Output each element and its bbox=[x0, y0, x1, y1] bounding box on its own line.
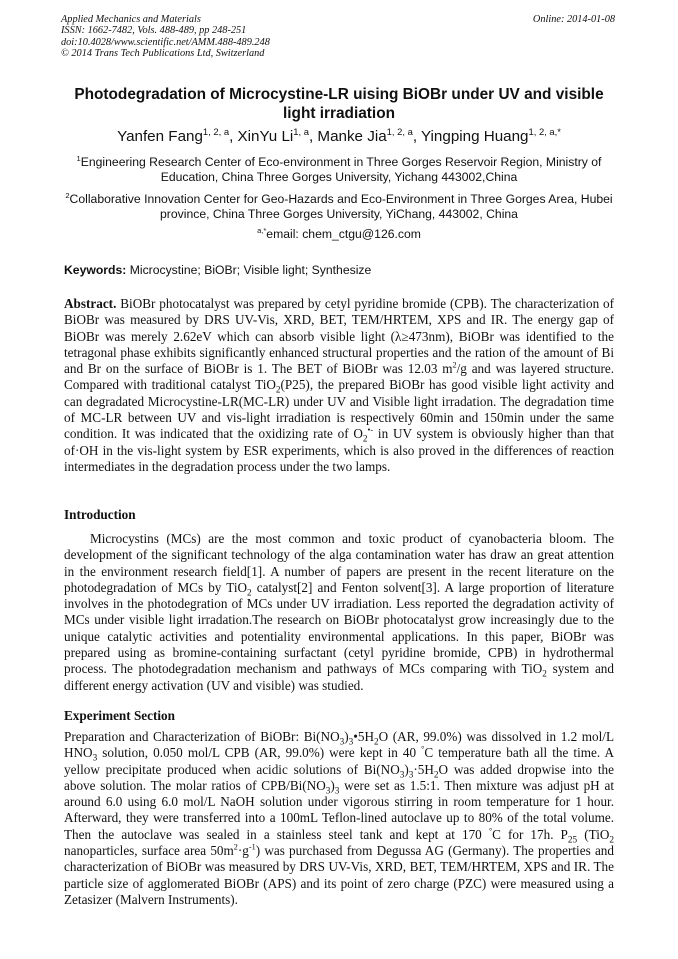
author-affiliation-mark: 1, a bbox=[293, 125, 309, 137]
subscript: 3 bbox=[92, 752, 98, 763]
affiliation-2 bbox=[60, 192, 618, 222]
email-text: email: chem_ctgu@126.com bbox=[266, 227, 421, 241]
superscript: •- bbox=[367, 425, 374, 435]
affiliation-1 bbox=[60, 155, 618, 185]
subscript: 3 bbox=[339, 736, 345, 747]
author-name: XinYu Li bbox=[237, 128, 294, 145]
title-line-2: light irradiation bbox=[282, 104, 395, 122]
subscript: 3 bbox=[325, 785, 331, 796]
author-name: Yingping Huang bbox=[420, 128, 529, 145]
affiliation-mark: 2 bbox=[65, 190, 70, 200]
subscript: 2 bbox=[362, 434, 368, 445]
doi-line: doi:10.4028/www.scientific.net/AMM.488-489.248 bbox=[61, 36, 270, 48]
paragraph-text: C for 17h. P bbox=[492, 826, 568, 842]
subscript: 3 bbox=[348, 736, 354, 747]
paragraph-text: ) bbox=[330, 777, 335, 793]
section-heading-experiment: Experiment Section bbox=[64, 708, 175, 723]
paragraph-text: ) bbox=[404, 761, 409, 777]
email-mark: a,* bbox=[257, 225, 267, 235]
issn-line: ISSN: 1662-7482, Vols. 488-489, pp 248-251 bbox=[61, 25, 247, 37]
superscript: 2 bbox=[233, 842, 238, 852]
affiliation-mark: 1 bbox=[76, 153, 81, 163]
paragraph-text: solution, 0.050 mol/L CPB (AR, 99.0%) were kept in 40 bbox=[97, 745, 422, 761]
author-affiliation-mark: 1, 2, a bbox=[202, 125, 230, 137]
subscript: 2 bbox=[433, 769, 439, 780]
abstract bbox=[64, 296, 614, 475]
author-name: Manke Jia bbox=[317, 128, 387, 145]
abstract-text: BiOBr photocatalyst was prepared by cetyl pyridine bromide (CPB). The characterization of BiOBr was measured by DRS UV-Vis, XRD, BET, TEM/HRTEM, XPS and IR. The energy gap of BiOBr was merely 2.62eV which can absorb visible light (λ≥473nm), BiOBr was identified to the tetragonal phase exhibits significantly enhanced structural properties and the ration of the amount of Bi and Br on the surface of BiOBr is 1. The BET of BiOBr was 12.03 m bbox=[64, 296, 615, 377]
paragraph-text: were set as 1.5:1. Then mixture was adjust pH at around 6.0 using 6.0 mol/L NaOH solution under vigorous stirring in room temperature for 1 hour. Afterward, they were transferred into a 100mL Teflon-lined autoclave up to 80% of the total volume. Then the autoclave was sealed in a stainless steel tank and kept at 170 bbox=[64, 777, 614, 842]
paragraph-text: ·g bbox=[237, 843, 249, 859]
affiliation-text: Engineering Research Center of Eco-environment in Three Gorges Reservoir Region, Ministry of Education, China Three Gorges University, Yichang 443002,China bbox=[80, 155, 602, 184]
subscript: 2 bbox=[609, 834, 615, 845]
paragraph-text: ) was purchased from Degussa AG (Germany). The properties and characterization of BiOBr was measured by DRS UV-Vis, XRD, BET, TEM/HRTEM, XPS and IR. The particle size of agglomerated BiOBr (APS) and its point of zero charge (PZC) were measured using a Zetasizer (Malvern Instruments). bbox=[64, 843, 614, 907]
abstract-label: Abstract. bbox=[64, 296, 117, 311]
affiliation-text: Collaborative Innovation Center for Geo-Hazards and Eco-Environment in Three Gorges Area, Hubei province, China Three Gorges University, YiChang, 443002, China bbox=[69, 192, 613, 221]
paragraph-text: Microcystins (MCs) are the most common and toxic product of cyanobacteria bloom. The development of the significant technology of the alga contamination water has draw an great attention in the environment research field[1]. A number of papers are present in the recent literature on the photodegradation of MCs by TiO bbox=[64, 531, 614, 595]
contact-email bbox=[60, 227, 618, 241]
keywords-text: Microcystine; BiOBr; Visible light; Synthesize bbox=[129, 263, 372, 277]
keywords bbox=[64, 263, 371, 277]
journal-header bbox=[61, 14, 270, 60]
journal-name: Applied Mechanics and Materials bbox=[61, 14, 201, 25]
paragraph-text: nanoparticles, surface area 50m bbox=[64, 843, 234, 859]
keywords-label: Keywords: bbox=[64, 263, 127, 277]
copyright-line: © 2014 Trans Tech Publications Ltd, Switzerland bbox=[61, 48, 265, 60]
section-heading-introduction: Introduction bbox=[64, 507, 136, 522]
author-name: Yanfen Fang bbox=[117, 128, 203, 145]
paragraph-text: system and different energy activation (UV and visible) was studied. bbox=[64, 661, 614, 693]
paragraph-text: O was added dropwise into the above solution. The molar ratios of CPB/Bi(NO bbox=[64, 761, 614, 793]
online-date: Online: 2014-01-08 bbox=[532, 14, 615, 25]
paper-title bbox=[50, 86, 628, 123]
author-affiliation-mark: 1, 2, a bbox=[386, 125, 413, 137]
subscript: 2 bbox=[542, 669, 547, 680]
paragraph-text: O (AR, 99.0%) was dissolved in 1.2 mol/L HNO bbox=[64, 729, 615, 761]
superscript: -1 bbox=[248, 842, 256, 852]
paragraph-text: ·5H bbox=[413, 761, 434, 777]
subscript: 25 bbox=[567, 834, 578, 845]
paragraph-text: •5H bbox=[353, 729, 374, 744]
subscript: 3 bbox=[399, 769, 405, 780]
superscript: 2 bbox=[452, 360, 457, 370]
paragraph-text: C temperature bath all the time. A yellow precipitate produced when acidic solutions of Bi(NO bbox=[64, 745, 614, 777]
degree-sign: ° bbox=[488, 826, 493, 836]
paragraph-text: ) bbox=[344, 729, 349, 744]
abstract-text: (P25), the prepared BiOBr has good visible light activity and can degradated Microcystine-LR(MC-LR) under UV and Visible light irradation. The degradation time of MC-LR between UV and vis-light irradiation is respectively 60min and 150min under the same condition. It was indicated that the oxidizing rate of O bbox=[64, 377, 614, 442]
paragraph-text: catalyst[2] and Fenton solvent[3]. A large proportion of literature involves in the photodegration of MCs under UV irradiation. Less reported the degradation activity of MCs under visible light irradation.The research on BiOBr photocatalyst grow increasingly due to the unique catalytic activities and potentiality environmental applications. In this paper, BiOBr was prepared using as bromine-containing surfactant (cetyl pyridine bromide, CPB) in hydrothermal process. The photodegradation mechanism and pathways of MCs comparing with TiO bbox=[64, 579, 615, 677]
author-list: Yanfen Fang$^{1, 2, a}$, XinYu Li$^{1, a}$, Manke Jia$^{1, 2, a}$, Yingping Huang$^{1, 2, a,*}$ bbox=[117, 125, 561, 145]
introduction-paragraph bbox=[64, 531, 614, 694]
subscript: 2 bbox=[275, 385, 281, 396]
author-affiliation-mark: 1, 2, a,* bbox=[528, 125, 561, 137]
abstract-text: /g and was layered structure. Compared with traditional catalyst TiO bbox=[64, 361, 614, 393]
subscript: 3 bbox=[408, 769, 414, 780]
abstract-text: in UV system is obviously higher than that of·OH in the vis-light system by ESR experiments, which is also proved in the differences of reaction intermediates in the degradation process under the two lamps. bbox=[64, 426, 614, 474]
title-line-1: Photodegradation of Microcystine-LR uising BiOBr under UV and visible bbox=[74, 86, 604, 103]
subscript: 2 bbox=[374, 736, 379, 747]
experiment-paragraph bbox=[64, 729, 614, 908]
subscript: 3 bbox=[334, 785, 340, 796]
paragraph-text: Preparation and Characterization of BiOBr: Bi(NO bbox=[64, 729, 340, 744]
degree-sign: ° bbox=[421, 744, 425, 754]
subscript: 2 bbox=[247, 587, 252, 598]
paragraph-text: (TiO bbox=[577, 826, 610, 842]
